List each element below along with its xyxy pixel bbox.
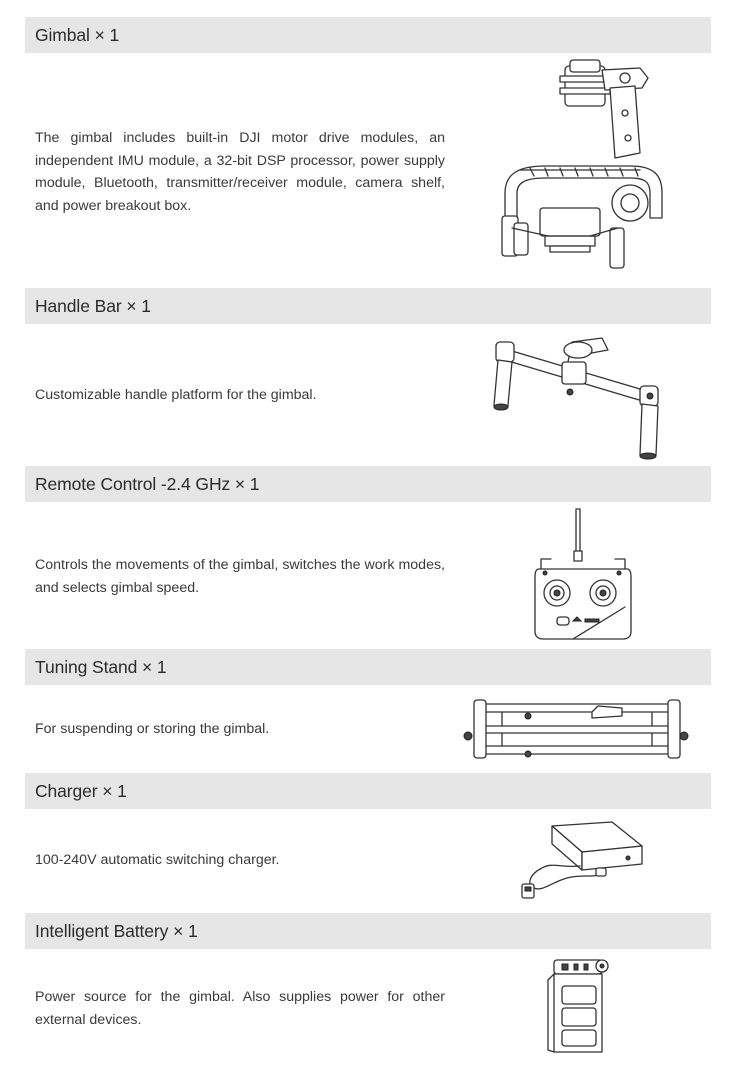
section-description: For suspending or storing the gimbal. [35,721,270,737]
remote-control-illustration [533,507,633,645]
gimbal-illustration [490,58,670,273]
section-title: Handle Bar × 1 [35,296,151,316]
section-header-handle-bar [25,288,711,324]
battery-illustration [540,952,615,1060]
section-description: Controls the movements of the gimbal, switches the work modes, and selects gimbal speed. [35,557,445,596]
section-title: Remote Control -2.4 GHz × 1 [35,474,260,494]
handle-bar-illustration [490,330,675,465]
section-header-intelligent-battery [25,913,711,949]
section-header-gimbal [25,17,711,53]
section-header-remote-control [25,466,711,502]
section-title: Charger × 1 [35,781,127,801]
section-header-charger [25,773,711,809]
section-title: Tuning Stand × 1 [35,657,167,677]
tuning-stand-illustration [462,696,692,766]
section-title: Gimbal × 1 [35,25,120,45]
section-title: Intelligent Battery × 1 [35,921,198,941]
section-header-tuning-stand [25,649,711,685]
section-description: 100-240V automatic switching charger. [35,852,280,868]
section-description: Power source for the gimbal. Also supplies power for other external devices. [35,989,445,1028]
charger-illustration [512,818,647,906]
section-description: The gimbal includes built-in DJI motor drive modules, an independent IMU module, a 32-bit DSP processor, power supply module, Bluetooth, transmitter/receiver module, camera shelf, and power breakout box. [35,130,445,214]
section-description: Customizable handle platform for the gimbal. [35,387,317,403]
